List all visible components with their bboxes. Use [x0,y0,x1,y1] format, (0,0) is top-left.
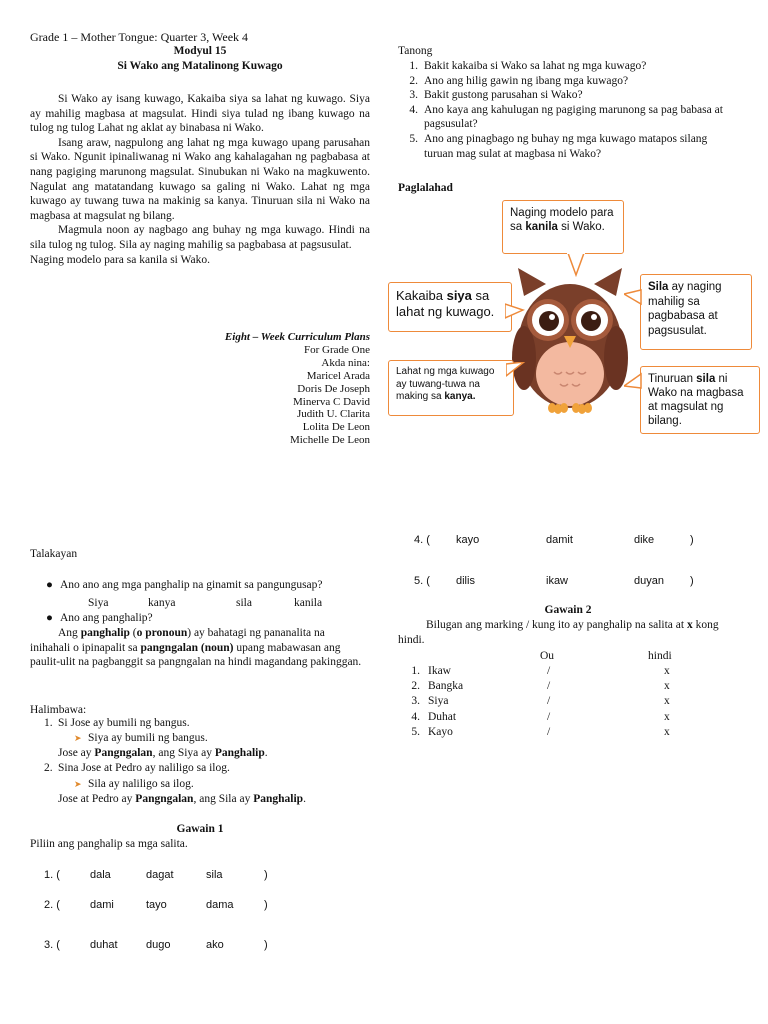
example-2-explanation: Jose at Pedro ay Pangngalan, ang Sila ay Panghalip. [58,793,306,805]
talakayan-bullet: ● Ano ano ang mga panghalip na ginamit sa pangungusap? [46,579,323,591]
tanong-heading: Tanong [398,45,433,57]
example-2: 2. Sina Jose at Pedro ay naliligo sa ilog. [44,762,230,774]
story-paragraph: Naging modelo para sa kanila si Wako. [30,253,210,266]
grade-header: Grade 1 – Mother Tongue: Quarter 3, Week 4 [30,30,249,44]
gawain2-column-hindi: hindi [648,650,672,662]
bubble-tail [566,253,586,277]
pronoun-word: kanya [148,597,176,609]
example-2-pronoun: ➤ Sila ay naliligo sa ilog. [74,778,194,790]
credits-heading: Eight – Week Curriculum Plans [224,331,370,343]
credits-line: Lolita De Leon [302,421,370,434]
gawain1-instruction: Piliin ang panghalip sa mga salita. [30,838,188,850]
story-body [30,92,370,267]
credits [170,331,370,447]
gawain2-heading: Gawain 2 [544,604,592,616]
credits-line: Doris De Joseph [297,382,370,395]
story-paragraph: Magmula noon ay nagbago ang buhay ng mga kuwago. Hindi na sila tulog ng tulog. Sila ay naging mahilig sa pagbabasa at pagsusulat. [30,224,370,251]
example-1-explanation: Jose ay Pangngalan, ang Siya ay Panghalip. [58,747,268,759]
speech-bubble-left: Kakaiba siya sa lahat ng kuwago. [388,282,512,332]
story-paragraph: Isang araw, nagpulong ang lahat ng mga kuwago upang parusahan si Wako. Ngunit ipinaliwanag ni Wako ang kahalagahan ng pagbabasa at nang pagiging marunong magsulat. Sinubukan ni Wako na magkuwento. Nagulat ang matatandang kuwago sa galing ni Wako. Lahat ng mga kuwago ay tuwang tuwa na makinig sa kanya. Tinuruan sila ni Wako na magbasa at magsulat ng bilang. [30,136,370,222]
gawain1-heading: Gawain 1 [176,823,224,835]
bubble-tail [505,302,525,322]
question-item: 4. Ano kaya ang kahulugan ng pagiging marunong sa pag babasa at pagsusulat? [409,103,723,131]
question-item: 3. Bakit gustong parusahan si Wako? [409,89,583,102]
panghalip-definition: Ang panghalip (o pronoun) ay bahatagi ng pananalita na inihahali o ipinapalit sa pangngalan (noun) upang mabawasan ang paulit-ulit na pagbanggit sa pangngalan na hindi magandang pakinggan. [30,627,362,669]
speech-bubble-top: Naging modelo para sa kanila si Wako. [502,200,624,254]
story-paragraph: Si Wako ay isang kuwago, Kakaiba siya sa lahat ng kuwago. Siya ay mahilig magbasa at magsulat. Hindi siya tulad ng ibang kuwago na tulog ng tulog Lahat ng aklat ay binabasa ni Wako. [30,93,370,135]
speech-bubble-right-bottom: Tinuruan sila ni Wako na magbasa at magsulat ng bilang. [640,366,760,434]
tanong-list [398,59,738,161]
speech-bubble-left-bottom: Lahat ng mga kuwago ay tuwang-tuwa na making sa kanya. [388,360,514,416]
paglalahad-heading: Paglalahad [398,182,453,194]
credits-line: Michelle De Leon [289,434,370,447]
example-1: 1. Si Jose ay bumili ng bangus. [44,717,190,729]
gawain2-column-ou: Ou [540,650,555,662]
question-item: 1. Bakit kakaiba si Wako sa lahat ng mga kuwago? [409,60,647,72]
bubble-tail [624,372,642,392]
halimbawa-heading: Halimbawa: [30,704,87,716]
speech-bubble-right-top: Sila ay naging mahilig sa pagbabasa at pagsusulat. [640,274,752,350]
owl-illustration [510,266,630,416]
pronoun-word: sila [236,597,252,609]
story-title: Si Wako ang Matalinong Kuwago [117,60,283,72]
credits-line: Akda nina: [321,356,370,369]
module-number: Modyul 15 [173,45,227,57]
credits-line: Minerva C David [293,395,370,408]
question-item: 5. Ano ang pinagbago ng buhay ng mga kuwago matapos silang turuan mag sulat at magbasa ni Wako? [409,132,708,160]
pronoun-word: kanila [294,597,323,609]
question-item: 2. Ano ang hilig gawin ng ibang mga kuwago? [409,74,629,87]
credits-line: Maricel Arada [306,369,370,382]
pronoun-word: Siya [88,597,109,609]
bubble-tail [506,362,526,382]
gawain2-instruction: Bilugan ang marking / kung ito ay panghalip na salita at x kong hindi. [398,619,719,646]
talakayan-bullet: ● Ano ang panghalip? [46,612,153,624]
credits-line: Judith U. Clarita [296,408,370,421]
talakayan-heading: Talakayan [30,548,78,560]
credits-line: For Grade One [304,343,370,356]
example-1-pronoun: ➤ Siya ay bumili ng bangus. [74,732,208,744]
bubble-tail [624,288,642,308]
